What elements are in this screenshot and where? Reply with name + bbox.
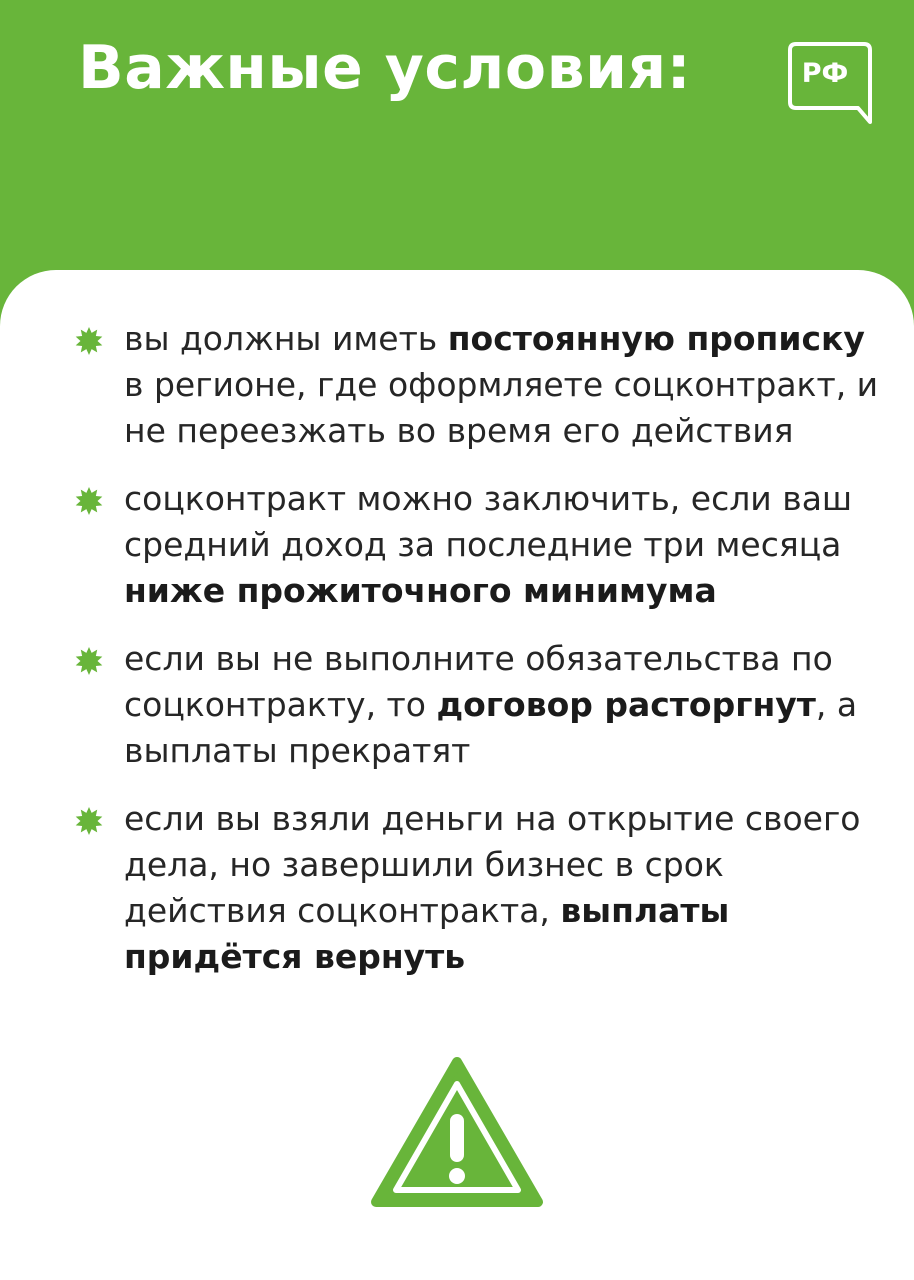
item-text: если вы взяли деньги на открытие своего дела, но завершили бизнес в срок действия соцконтракта, (124, 799, 861, 930)
list-item (74, 476, 884, 614)
warning-triangle-icon (370, 1054, 544, 1210)
item-emphasis: договор расторгнут (436, 685, 816, 724)
rf-logo (788, 42, 874, 130)
conditions-list (74, 316, 884, 1002)
header (0, 0, 914, 300)
item-text-continued: , а выплаты прекратят (124, 685, 858, 770)
item-text: соцконтракт можно заключить, если ваш средний доход за последние три месяца (124, 479, 853, 564)
list-item (74, 796, 884, 980)
star-burst-bullet-icon (74, 806, 104, 836)
item-text: если вы не выполните обязательства по соцконтракту, то (124, 639, 833, 724)
item-emphasis: выплаты придётся вернуть (124, 891, 730, 976)
star-burst-bullet-icon (74, 486, 104, 516)
star-burst-bullet-icon (74, 646, 104, 676)
list-item (74, 316, 884, 454)
page-title: Важные условия: (78, 33, 692, 103)
item-text-continued: в регионе, где оформляете соцконтракт, и не переезжать во время его действия (124, 365, 879, 450)
item-emphasis: ниже прожиточного минимума (124, 571, 717, 610)
list-item (74, 636, 884, 774)
item-text: вы должны иметь (124, 319, 448, 358)
item-emphasis: постоянную прописку (447, 319, 865, 358)
star-burst-bullet-icon (74, 326, 104, 356)
logo-text: РФ (801, 58, 849, 89)
